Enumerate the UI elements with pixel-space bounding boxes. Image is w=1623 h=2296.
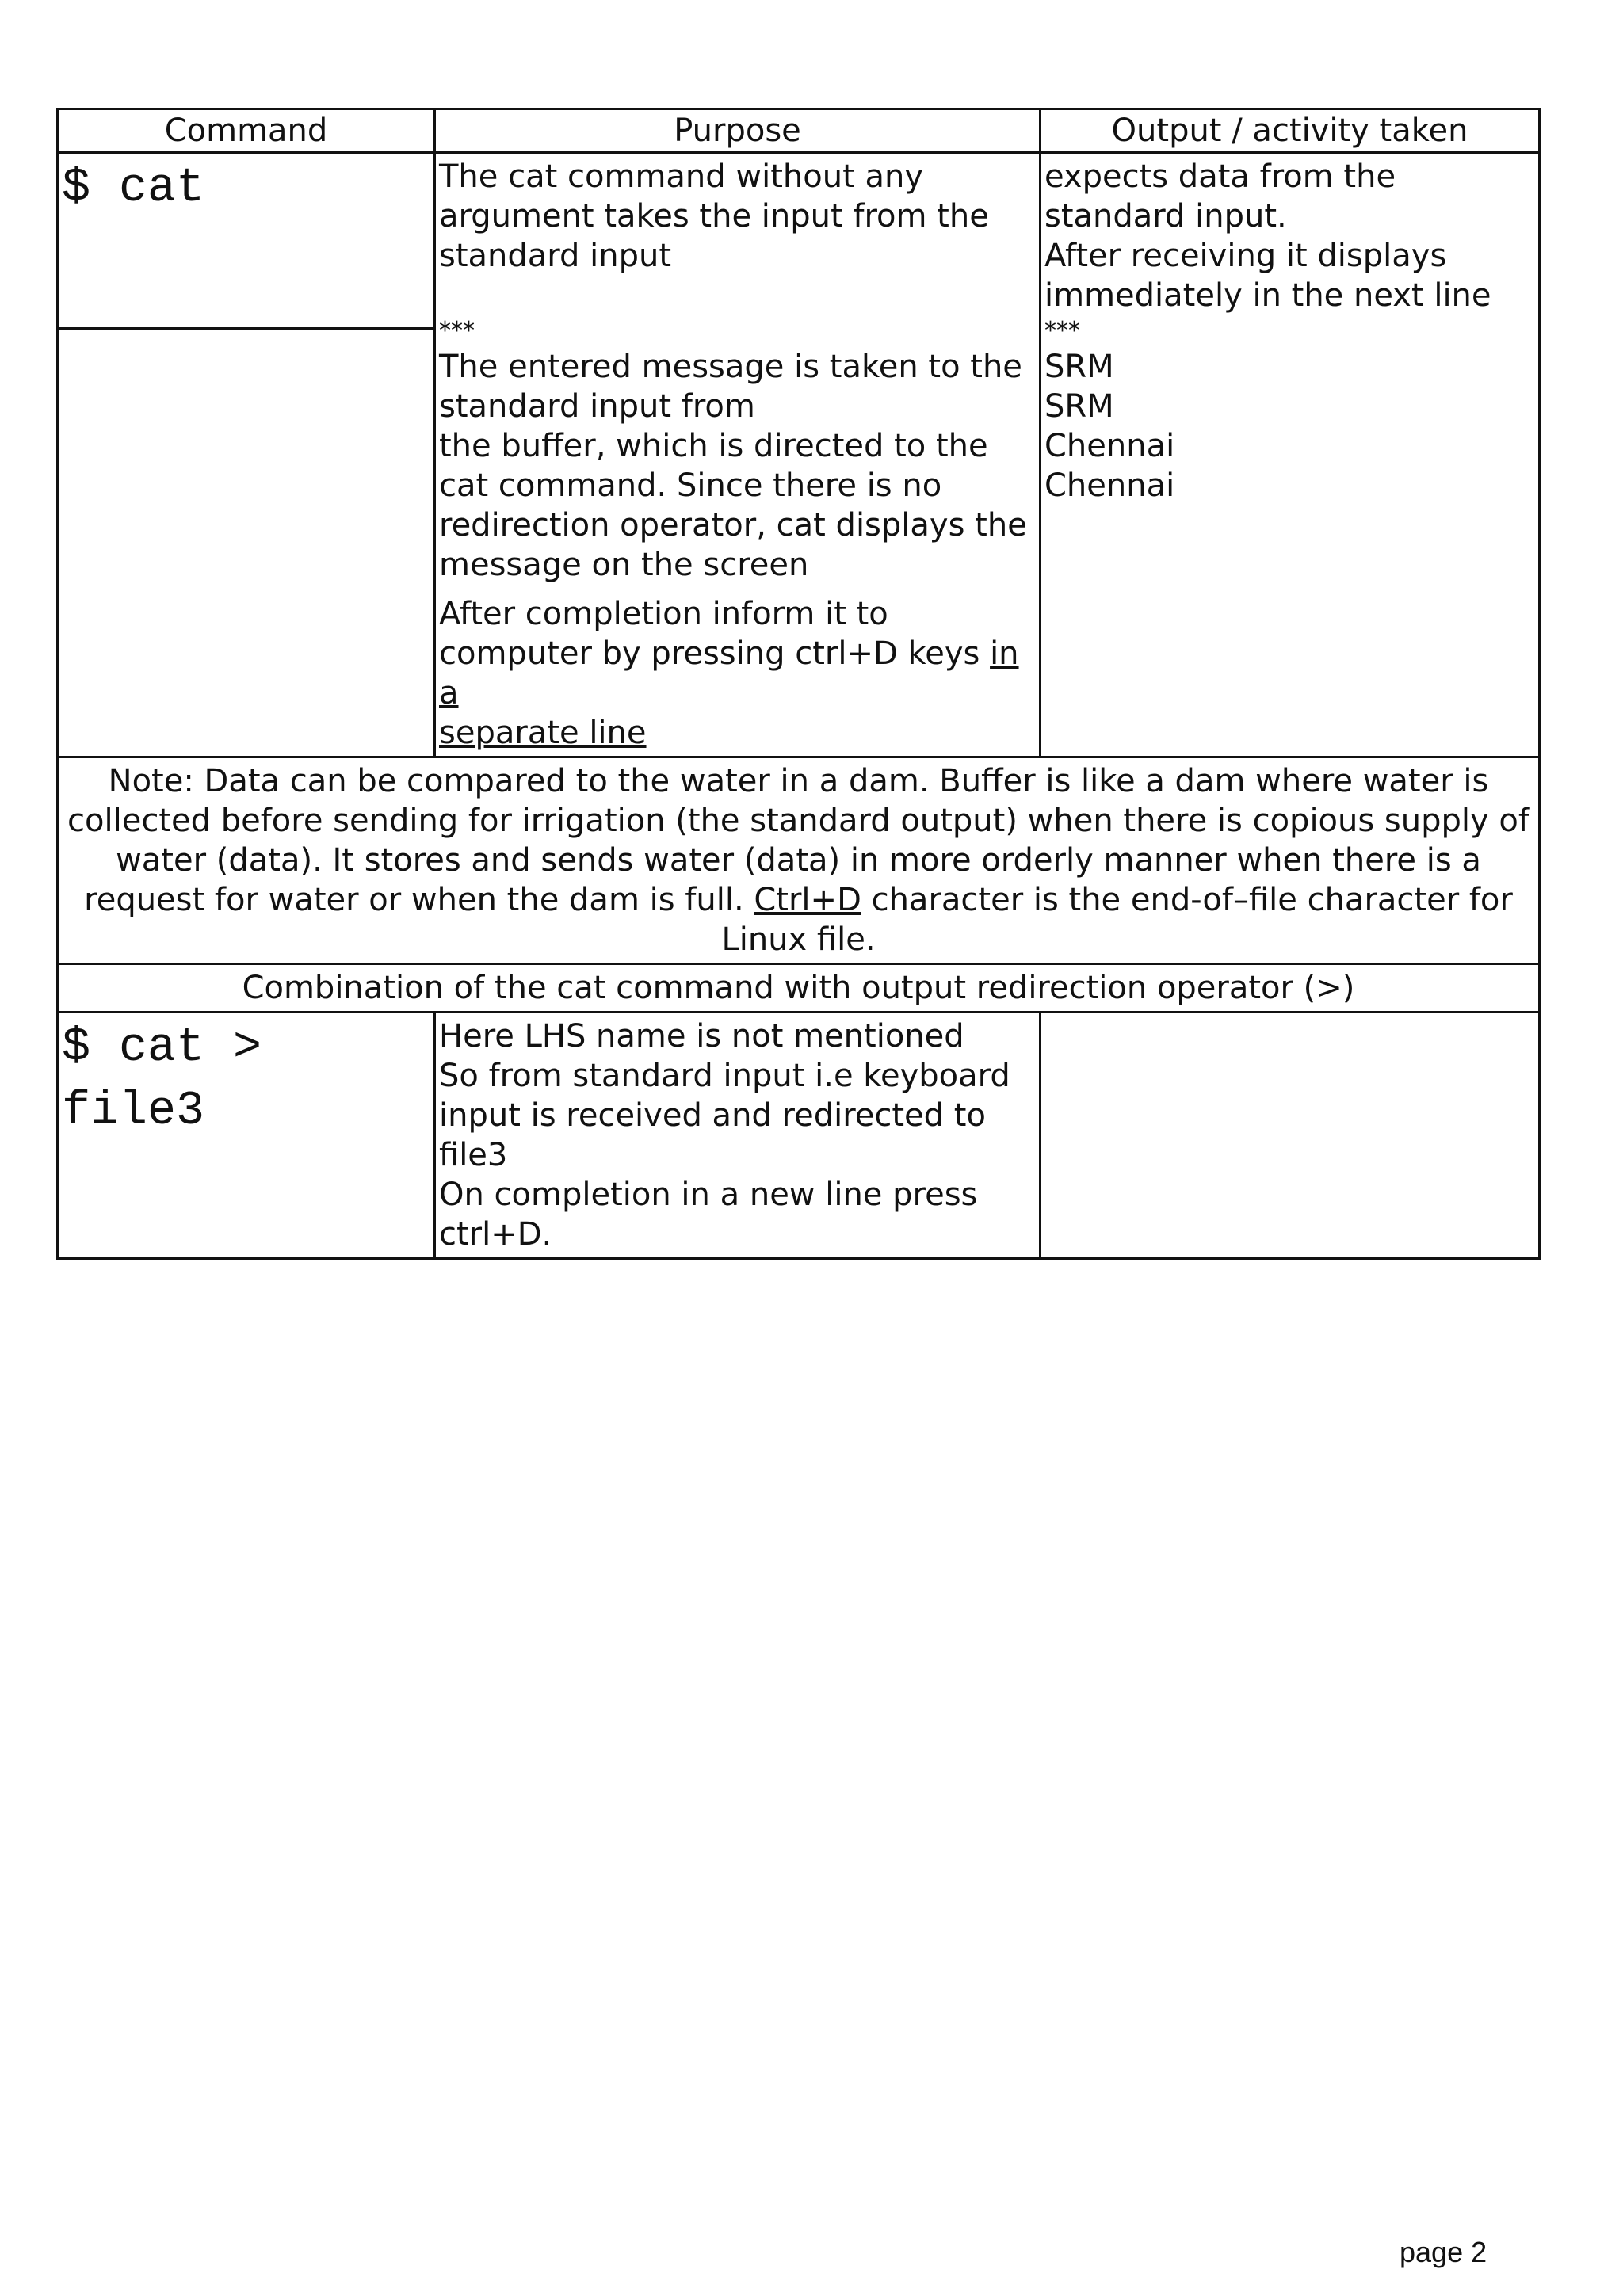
purpose-line: On completion in a new line press	[439, 1177, 978, 1213]
purpose-line: argument takes the input from the	[439, 198, 989, 235]
table-row-note	[58, 757, 1540, 964]
output-line: SRM	[1044, 388, 1114, 425]
purpose-line: the buffer, which is directed to the	[439, 428, 988, 464]
purpose-line: message on the screen	[439, 547, 809, 583]
purpose-cell-cat-redirect	[435, 1013, 1041, 1259]
purpose-stars: ***	[439, 317, 475, 345]
purpose-line: The entered message is taken to the	[439, 349, 1022, 385]
table-header-row	[58, 109, 1540, 153]
output-line: Chennai	[1044, 428, 1175, 464]
output-stars: ***	[1044, 317, 1080, 345]
output-line: expects data from the	[1044, 158, 1396, 195]
table-row-section	[58, 964, 1540, 1013]
note-text: Note: Data can be compared to the water in a dam. Buffer is like a dam where water is collected before sending for irrigation (the standard output) when there is copious supply of water (data). It stores and sends water (data) in more orderly manner when there is a request for water or when the dam is full.	[67, 763, 1529, 918]
section-title: Combination of the cat command with output redirection operator (>)	[58, 964, 1540, 1013]
output-line: SRM	[1044, 349, 1114, 385]
command-cell-cat: $ cat	[58, 153, 435, 329]
underlined-text: in a	[439, 635, 1019, 711]
purpose-line: redirection operator, cat displays the	[439, 507, 1027, 543]
command-table	[56, 108, 1541, 1260]
note-text-end: character is the end-of–file character for Linux file.	[721, 882, 1513, 958]
purpose-line: ctrl+D.	[439, 1216, 552, 1253]
output-cell-cat	[1041, 153, 1540, 757]
purpose-line: standard input from	[439, 388, 755, 425]
purpose-text: computer by pressing ctrl+D keys	[439, 635, 991, 672]
output-line: After receiving it displays	[1044, 238, 1447, 274]
table-row-cat	[58, 153, 1540, 329]
purpose-line-with-underline	[439, 634, 1036, 713]
underlined-text: separate line	[439, 715, 647, 751]
spacer	[439, 276, 1036, 315]
output-line: standard input.	[1044, 198, 1287, 235]
purpose-cell-cat	[435, 153, 1041, 757]
purpose-line: cat command. Since there is no	[439, 467, 942, 504]
purpose-line: input is received and redirected to	[439, 1097, 986, 1134]
purpose-line: file3	[439, 1137, 508, 1173]
command-cell-cat-redirect: $ cat > file3	[58, 1013, 435, 1259]
purpose-line: standard input	[439, 238, 672, 274]
command-cell-empty	[58, 329, 435, 757]
output-line: immediately in the next line	[1044, 277, 1491, 314]
output-line: Chennai	[1044, 467, 1175, 504]
purpose-line: Here LHS name is not mentioned	[439, 1018, 964, 1055]
output-cell-cat-redirect	[1041, 1013, 1540, 1259]
page-number: page 2	[1400, 2236, 1487, 2268]
purpose-line: So from standard input i.e keyboard	[439, 1058, 1010, 1094]
purpose-line: The cat command without any	[439, 158, 923, 195]
purpose-line: After completion inform it to	[439, 596, 888, 632]
header-command: Command	[58, 109, 435, 153]
table-row-cat-redirect	[58, 1013, 1540, 1259]
header-purpose: Purpose	[435, 109, 1041, 153]
header-output: Output / activity taken	[1041, 109, 1540, 153]
note-cell	[58, 757, 1540, 964]
note-ctrl-d: Ctrl+D	[754, 882, 861, 918]
